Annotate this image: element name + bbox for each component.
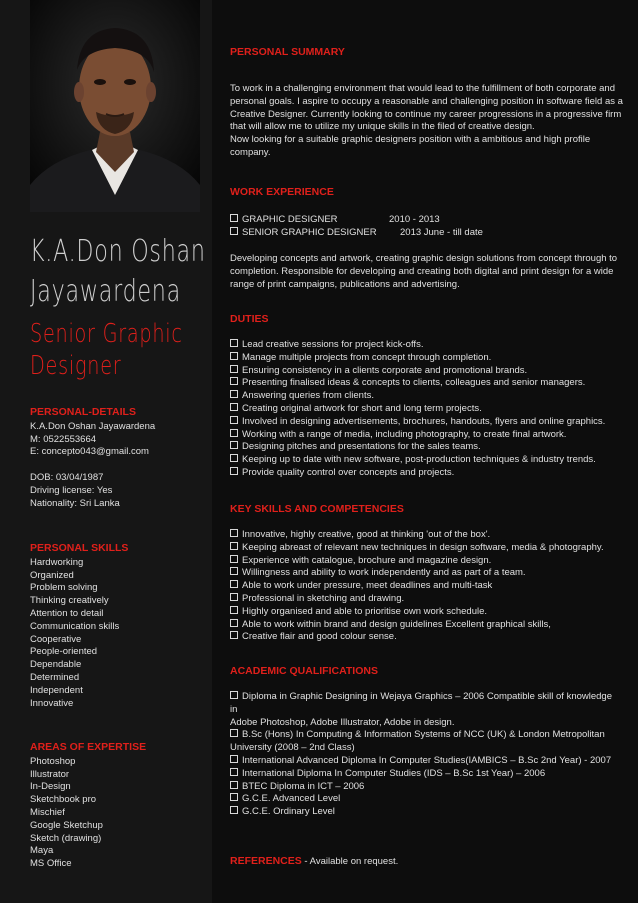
academic-text: G.C.E. Ordinary Level xyxy=(242,806,335,818)
key-skill-text: Able to work under pressure, meet deadlines and multi-task xyxy=(242,580,493,592)
duty-item xyxy=(230,352,622,365)
checkbox-square-icon xyxy=(230,580,238,588)
academic-heading: ACADEMIC QUALIFICATIONS xyxy=(230,665,378,677)
checkbox-square-icon xyxy=(230,691,238,699)
references-text: - Available on request. xyxy=(301,856,399,867)
skill-item: People-oriented xyxy=(30,646,98,658)
checkbox-square-icon xyxy=(230,441,238,449)
detail-nationality: Nationality: Sri Lanka xyxy=(30,497,120,509)
areas-of-expertise-section xyxy=(30,741,210,871)
checkbox-square-icon xyxy=(230,619,238,627)
key-skill-text: Professional in sketching and drawing. xyxy=(242,592,405,604)
expertise-item: MS Office xyxy=(30,858,72,870)
profile-photo xyxy=(30,0,200,212)
duties-heading: DUTIES xyxy=(230,313,269,325)
personal-details-section xyxy=(30,406,210,510)
summary-line: personal goals. I aspire to occupy a reasonable and challenging position in software field as a xyxy=(230,95,623,107)
checkbox-square-icon xyxy=(230,555,238,563)
work-experience-list xyxy=(230,214,622,240)
expertise-item: Sketch (drawing) xyxy=(30,832,102,844)
duty-text: Provide quality control over concepts and projects. xyxy=(242,466,455,478)
duty-text: Presenting finalised ideas & concepts to clients, colleagues and senior managers. xyxy=(242,377,586,389)
duty-item xyxy=(230,429,622,442)
key-skill-item xyxy=(230,529,622,542)
academic-item xyxy=(230,768,622,781)
key-skill-item xyxy=(230,619,622,632)
summary-line: To work in a challenging environment that would lead to the fulfillment of both corporate and xyxy=(230,83,615,94)
checkbox-square-icon xyxy=(230,781,238,789)
detail-dob: DOB: 03/04/1987 xyxy=(30,471,104,483)
duty-item xyxy=(230,441,622,454)
academic-item xyxy=(230,691,622,717)
checkbox-square-icon xyxy=(230,467,238,475)
skill-item: Innovative xyxy=(30,697,74,709)
summary-line: Creative Designer. Currently looking to continue my career progressions in a progressive firm xyxy=(230,108,622,120)
key-skill-text: Able to work within brand and design guidelines Excellent graphical skills, xyxy=(242,618,551,630)
checkbox-square-icon xyxy=(230,542,238,550)
key-skill-text: Innovative, highly creative, good at thinking 'out of the box'. xyxy=(242,529,491,540)
name-line-1: K.A.Don Oshan xyxy=(30,234,206,269)
duty-text: Designing pitches and presentations for the sales teams. xyxy=(242,441,481,453)
checkbox-square-icon xyxy=(230,429,238,437)
checkbox-square-icon xyxy=(230,529,238,537)
key-skills-heading: KEY SKILLS AND COMPETENCIES xyxy=(230,503,404,515)
checkbox-square-icon xyxy=(230,339,238,347)
job-period: 2010 - 2013 xyxy=(389,214,440,225)
key-skill-item xyxy=(230,631,622,644)
work-description-line: range of print campaigns, publications and advertising. xyxy=(230,278,460,290)
duty-item xyxy=(230,390,622,403)
skill-item: Attention to detail xyxy=(30,607,104,619)
detail-email: E: concepto043@gmail.com xyxy=(30,446,149,458)
expertise-item: Photoshop xyxy=(30,755,76,767)
duty-item xyxy=(230,454,622,467)
duty-item xyxy=(230,416,622,429)
personal-skills-section xyxy=(30,542,210,710)
job-period: 2013 June - till date xyxy=(400,226,483,238)
expertise-item: Google Sketchup xyxy=(30,819,103,831)
academic-text: Diploma in Graphic Designing in Wejaya Graphics – 2006 Compatible skill of knowledge in xyxy=(230,691,612,715)
expertise-item: Sketchbook pro xyxy=(30,794,97,806)
duty-text: Creating original artwork for short and long term projects. xyxy=(242,402,482,414)
academic-text: International Advanced Diploma In Computer Studies(IAMBICS – B.Sc 2nd Year) - 2007 xyxy=(242,754,612,766)
skill-item: Communication skills xyxy=(30,620,120,632)
academic-item-continued: University (2008 – 2nd Class) xyxy=(230,742,355,754)
skill-item: Cooperative xyxy=(30,633,82,645)
checkbox-square-icon xyxy=(230,352,238,360)
checkbox-square-icon xyxy=(230,606,238,614)
skill-item: Independent xyxy=(30,684,83,696)
checkbox-square-icon xyxy=(230,214,238,222)
work-experience-heading: WORK EXPERIENCE xyxy=(230,186,334,198)
role-line-1: Senior Graphic xyxy=(30,319,183,349)
personal-summary-text xyxy=(230,83,622,160)
key-skill-text: Highly organised and able to prioritise own work schedule. xyxy=(242,605,488,617)
job-title: SENIOR GRAPHIC DESIGNER xyxy=(242,226,377,238)
duty-item xyxy=(230,403,622,416)
skill-item: Dependable xyxy=(30,659,82,671)
detail-spacer xyxy=(30,459,210,472)
name-line-2: Jayawardena xyxy=(30,274,181,309)
checkbox-square-icon xyxy=(230,631,238,639)
checkbox-square-icon xyxy=(230,806,238,814)
detail-name: K.A.Don Oshan Jayawardena xyxy=(30,420,156,432)
checkbox-square-icon xyxy=(230,403,238,411)
checkbox-square-icon xyxy=(230,793,238,801)
personal-skills-heading: PERSONAL SKILLS xyxy=(30,542,129,554)
academic-text: International Diploma In Computer Studies (IDS – B.Sc 1st Year) – 2006 xyxy=(242,767,546,779)
duty-text: Ensuring consistency in a clients corporate and promotional brands. xyxy=(242,364,528,376)
key-skills-list xyxy=(230,529,622,644)
job-item xyxy=(230,227,622,240)
checkbox-square-icon xyxy=(230,227,238,235)
work-description-line: Developing concepts and artwork, creating graphic design solutions from concept through to xyxy=(230,253,618,264)
skill-item: Organized xyxy=(30,569,74,581)
academic-item-continued: Adobe Photoshop, Adobe Illustrator, Adobe in design. xyxy=(230,716,455,728)
key-skill-item xyxy=(230,542,622,555)
checkbox-square-icon xyxy=(230,416,238,424)
detail-license: Driving license: Yes xyxy=(30,484,113,496)
duty-item xyxy=(230,467,622,480)
expertise-item: Maya xyxy=(30,845,54,857)
checkbox-square-icon xyxy=(230,593,238,601)
skill-item: Hardworking xyxy=(30,556,84,568)
key-skill-text: Creative flair and good colour sense. xyxy=(242,631,397,643)
duty-item xyxy=(230,365,622,378)
key-skill-item xyxy=(230,567,622,580)
academic-list xyxy=(230,691,622,819)
job-title: GRAPHIC DESIGNER xyxy=(242,214,338,225)
key-skill-text: Willingness and ability to work independently and as part of a team. xyxy=(242,567,526,579)
skill-item: Thinking creatively xyxy=(30,595,109,607)
references-line xyxy=(230,855,398,869)
duty-text: Involved in designing advertisements, brochures, handouts, flyers and online graphics. xyxy=(242,415,606,427)
key-skill-text: Keeping abreast of relevant new techniques in design software, media & photography. xyxy=(242,541,604,553)
checkbox-square-icon xyxy=(230,567,238,575)
duty-text: Keeping up to date with new software, post-production techniques & industry trends. xyxy=(242,454,596,466)
academic-item xyxy=(230,755,622,768)
duty-text: Manage multiple projects from concept through completion. xyxy=(242,351,492,363)
references-heading: REFERENCES xyxy=(230,855,302,867)
checkbox-square-icon xyxy=(230,755,238,763)
academic-item xyxy=(230,793,622,806)
duties-list xyxy=(230,339,622,480)
checkbox-square-icon xyxy=(230,454,238,462)
checkbox-square-icon xyxy=(230,768,238,776)
key-skill-item xyxy=(230,593,622,606)
sidebar xyxy=(0,0,212,903)
personal-summary-heading: PERSONAL SUMMARY xyxy=(230,46,345,58)
summary-line: that will allow me to utilize my unique skills in the filed of creative design. xyxy=(230,121,535,133)
academic-item xyxy=(230,781,622,794)
work-description xyxy=(230,253,622,291)
portrait-illustration xyxy=(30,0,200,212)
academic-item xyxy=(230,806,622,819)
areas-of-expertise-heading: AREAS OF EXPERTISE xyxy=(30,741,147,753)
role-line-2: Designer xyxy=(30,351,122,381)
academic-item xyxy=(230,729,622,742)
expertise-item: Illustrator xyxy=(30,768,70,780)
academic-text: G.C.E. Advanced Level xyxy=(242,793,341,805)
duty-item xyxy=(230,339,622,352)
duty-text: Answering queries from clients. xyxy=(242,390,374,402)
academic-text: BTEC Diploma in ICT – 2006 xyxy=(242,780,365,792)
detail-mobile: M: 0522553664 xyxy=(30,433,97,445)
key-skill-text: Experience with catalogue, brochure and magazine design. xyxy=(242,554,492,566)
personal-details-heading: PERSONAL-DETAILS xyxy=(30,406,136,418)
duty-text: Lead creative sessions for project kick-offs. xyxy=(242,339,424,350)
checkbox-square-icon xyxy=(230,729,238,737)
checkbox-square-icon xyxy=(230,390,238,398)
expertise-item: In-Design xyxy=(30,781,71,793)
summary-line: Now looking for a suitable graphic designers position with a ambitious and high profile xyxy=(230,134,591,146)
skill-item: Determined xyxy=(30,671,80,683)
checkbox-square-icon xyxy=(230,377,238,385)
duty-text: Working with a range of media, including photography, to create final artwork. xyxy=(242,428,567,440)
job-item xyxy=(230,214,622,227)
name-block xyxy=(30,232,210,382)
duty-item xyxy=(230,377,622,390)
work-description-line: completion. Responsible for developing and creating both digital and print design for a wide xyxy=(230,265,614,277)
checkbox-square-icon xyxy=(230,365,238,373)
key-skill-item xyxy=(230,606,622,619)
key-skill-item xyxy=(230,580,622,593)
summary-line: company. xyxy=(230,146,271,158)
academic-text: B.Sc (Hons) In Computing & Information Systems of NCC (UK) & London Metropolitan xyxy=(242,729,605,741)
key-skill-item xyxy=(230,555,622,568)
skill-item: Problem solving xyxy=(30,582,98,594)
expertise-item: Mischief xyxy=(30,806,65,818)
